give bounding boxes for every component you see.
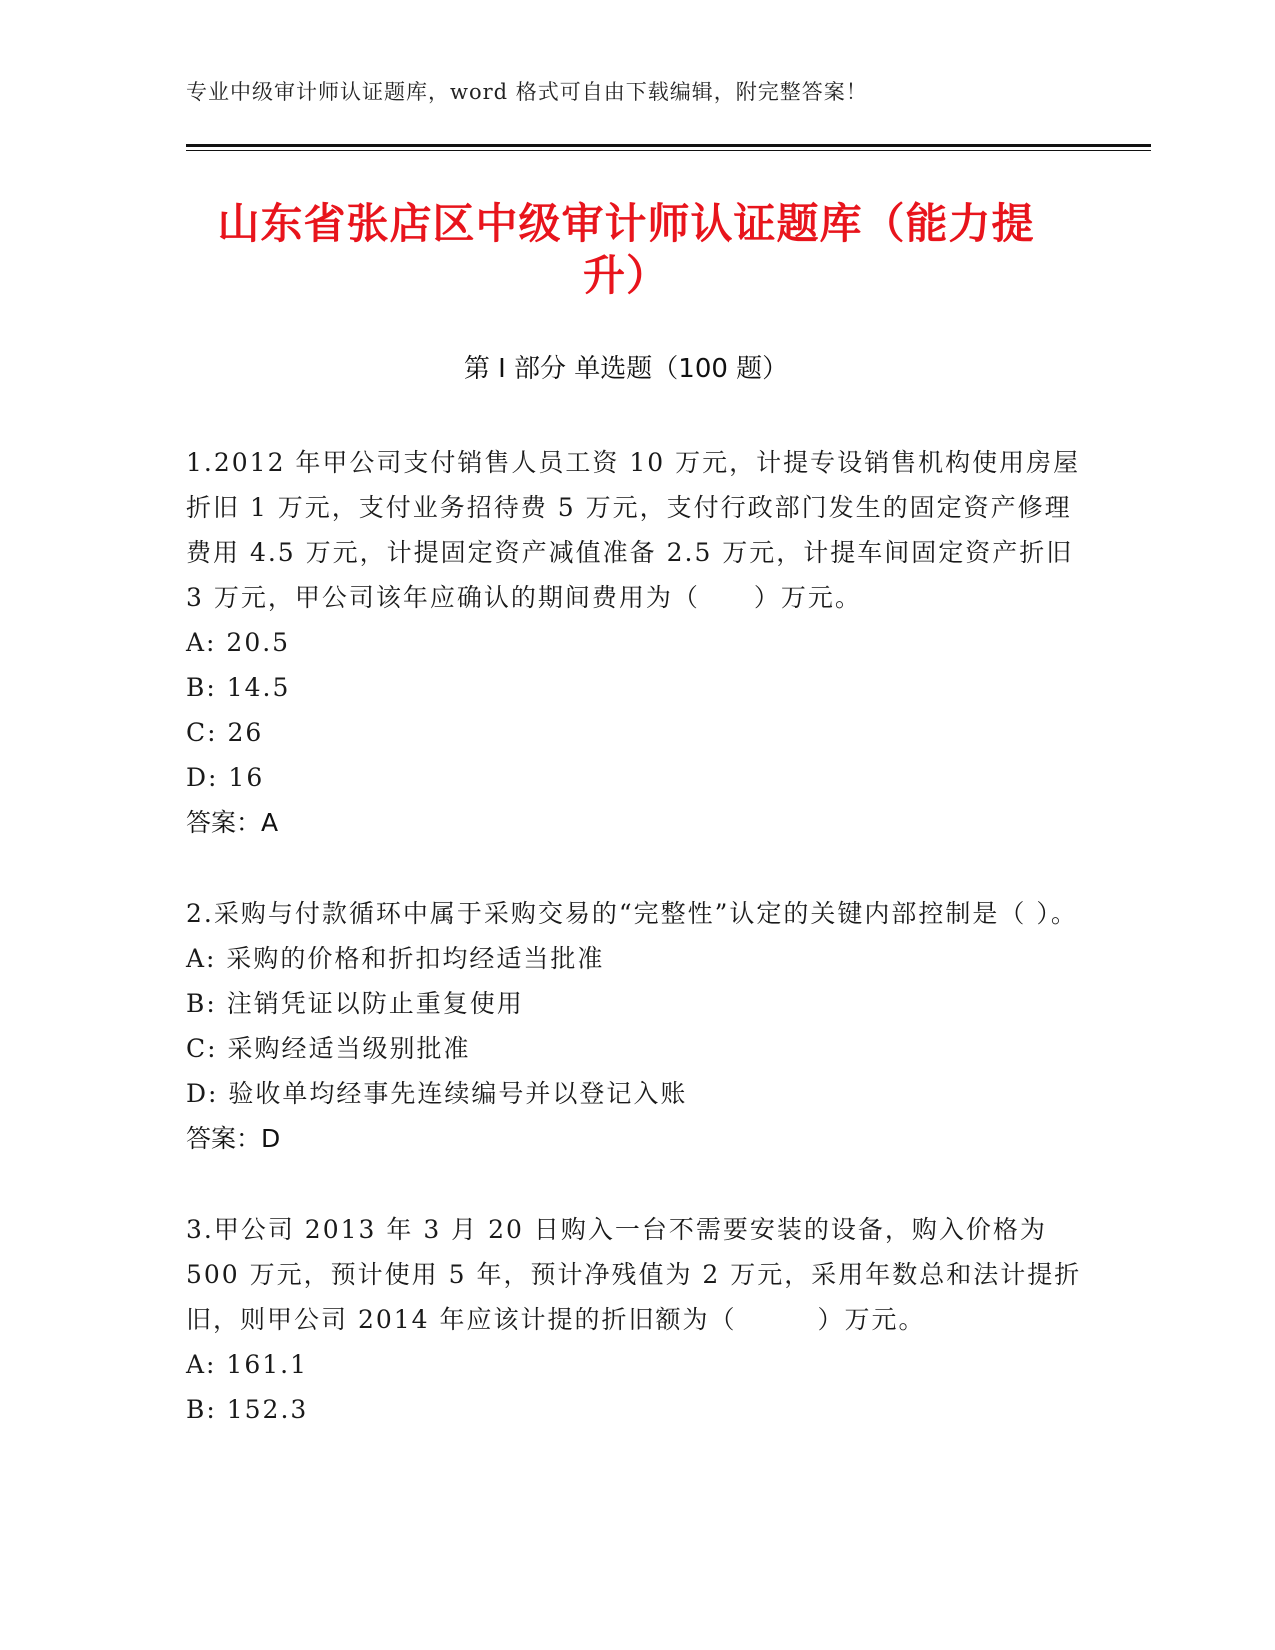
option-a: A: 161.1 <box>186 1350 308 1379</box>
option-c: C: 采购经适当级别批准 <box>186 1034 471 1063</box>
option-b: B: 14.5 <box>186 673 291 702</box>
question-1 <box>186 440 1086 845</box>
option-a: A: 20.5 <box>186 628 291 657</box>
option-d: D: 16 <box>186 763 265 792</box>
document-title: 山东省张店区中级审计师认证题库（能力提升） <box>217 199 1035 300</box>
question-stem: 1.2012 年甲公司支付销售人员工资 10 万元，计提专设销售机构使用房屋折旧 1 万元，支付业务招待费 5 万元，支付行政部门发生的固定资产修理费用 4.5 万元，计提固定资产减值准备 2.5 万元，计提车间固定资产折旧 3 万元，甲公司该年应确认的期间费用为（ ）万元。 <box>186 448 1081 612</box>
header-rule-thin <box>186 150 1151 151</box>
answer: 答案：D <box>186 1124 281 1153</box>
section-title: 第 I 部分 单选题（100 题） <box>463 354 789 384</box>
header-note: 专业中级审计师认证题库，word 格式可自由下载编辑，附完整答案！ <box>186 80 868 104</box>
option-b: B: 152.3 <box>186 1395 309 1424</box>
option-d: D: 验收单均经事先连续编号并以登记入账 <box>186 1079 688 1108</box>
question-stem: 2.采购与付款循环中属于采购交易的“完整性”认定的关键内部控制是（ ）。 <box>186 899 1078 928</box>
option-c: C: 26 <box>186 718 264 747</box>
question-3 <box>186 1207 1086 1432</box>
question-list <box>186 440 1086 1478</box>
option-b: B: 注销凭证以防止重复使用 <box>186 989 524 1018</box>
header-rule-thick <box>186 144 1151 147</box>
question-2 <box>186 891 1086 1161</box>
answer: 答案：A <box>186 808 279 837</box>
option-a: A: 采购的价格和折扣均经适当批准 <box>186 944 605 973</box>
question-stem: 3.甲公司 2013 年 3 月 20 日购入一台不需要安装的设备，购入价格为 500 万元，预计使用 5 年，预计净残值为 2 万元，采用年数总和法计提折旧，则甲公司 2014 年应该计提的折旧额为（ ）万元。 <box>186 1215 1082 1334</box>
